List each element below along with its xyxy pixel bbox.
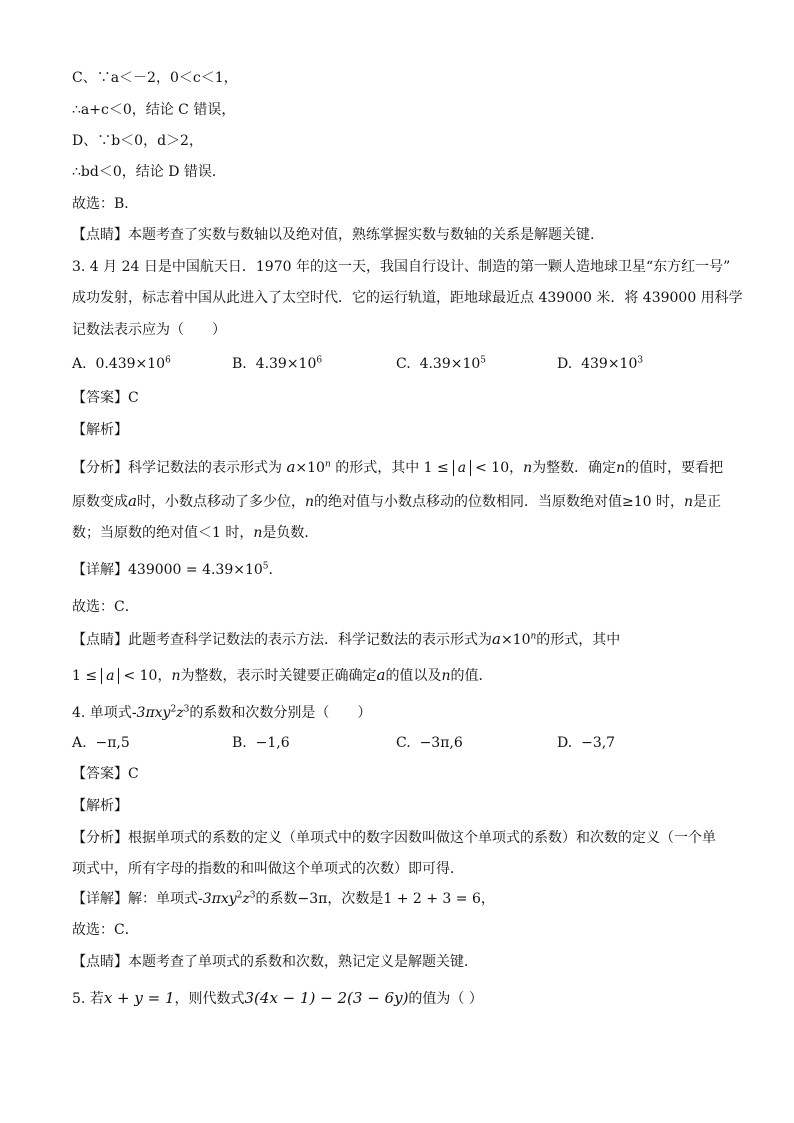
- analysis-text: 【分析】科学记数法的表示形式为 $a\times 10^n$ 的形式，其中 1 ≤ a < 10，n为整数．确定n的值时，要看把: [72, 458, 724, 476]
- analysis-text: 项式中，所有字母的指数的和叫做这个单项式的次数）即可得．: [72, 861, 464, 877]
- question-4-stem: 4. 单项式$-3\pi xy^2z^3$的系数和次数分别是（ ）: [72, 704, 372, 721]
- analysis-label: 【解析】: [72, 798, 128, 814]
- text-line: 故选：B．: [72, 196, 139, 212]
- comment-text: 1 ≤ a < 10，n为整数，表示时关键要正确确定a的值以及n的值．: [72, 666, 493, 684]
- option-d: D. −3,7: [557, 735, 616, 751]
- question-3-stem: 成功发射，标志着中国从此进入了太空时代．它的运行轨道，距地球最近点 439000 米．将 439000 用科学: [72, 290, 743, 306]
- text-line: ∴a+c＜0，结论 C 错误，: [72, 102, 236, 118]
- option-a: A. $0.439\times 10^6$: [72, 355, 171, 372]
- detail-text: 【详解】$439000 = 4.39\times 10^5$．: [72, 561, 283, 578]
- analysis-text: 【分析】根据单项式的系数的定义（单项式中的数字因数叫做这个单项式的系数）和次数的定义（一个单: [72, 830, 716, 846]
- option-b: B. −1,6: [232, 735, 290, 751]
- option-b: B. $4.39\times 10^6$: [232, 355, 323, 372]
- analysis-text: 数；当原数的绝对值＜1 时，n是负数．: [72, 525, 319, 541]
- text-line: C、∵a＜－2，0＜c＜1，: [72, 70, 238, 86]
- answer-label: 【答案】C: [72, 390, 139, 406]
- text-line: 【点睛】本题考查了实数与数轴以及绝对值，熟练掌握实数与数轴的关系是解题关键.: [72, 227, 595, 243]
- option-c: C. −3π,6: [396, 735, 463, 751]
- analysis-label: 【解析】: [72, 422, 128, 438]
- option-c: C. $4.39\times 10^5$: [396, 355, 487, 372]
- text-line: ∴bd＜0，结论 D 错误．: [72, 164, 226, 180]
- option-d: D. $439\times 10^3$: [557, 355, 644, 372]
- choose-text: 故选：C．: [72, 922, 139, 938]
- question-3-stem: 3. 4 月 24 日是中国航天日．1970 年的这一天，我国自行设计、制造的第一颗人造地球卫星“东方红一号”: [72, 259, 731, 275]
- detail-text: 【详解】解：单项式$-3\pi xy^2z^3$的系数−3π，次数是1 + 2 + 3 = 6，: [72, 890, 495, 907]
- question-3-stem: 记数法表示应为（ ）: [72, 322, 226, 338]
- answer-label: 【答案】C: [72, 766, 139, 782]
- analysis-text: 原数变成a时，小数点移动了多少位，n的绝对值与小数点移动的位数相同．当原数绝对值≥10 时，n是正: [72, 492, 722, 510]
- option-a: A. −π,5: [72, 735, 130, 751]
- text-line: D、∵b＜0，d＞2，: [72, 133, 203, 149]
- choose-text: 故选：C．: [72, 599, 139, 615]
- comment-text: 【点睛】此题考查科学记数法的表示方法．科学记数法的表示形式为$a\times 10^n$的形式，其中: [72, 630, 621, 648]
- comment-text: 【点睛】本题考查了单项式的系数和次数，熟记定义是解题关键．: [72, 954, 478, 970]
- question-5-stem: 5. 若x + y = 1，则代数式3(4x − 1) − 2(3 − 6y)的值为（ ）: [72, 989, 483, 1007]
